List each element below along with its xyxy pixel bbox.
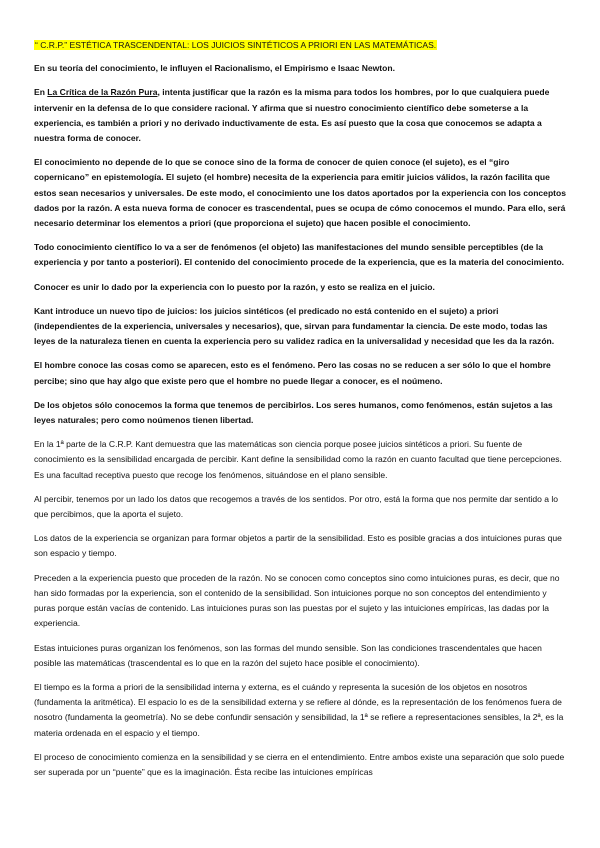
paragraph-sensible-forms: Estas intuiciones puras organizan los fenómenos, son las formas del mundo sensible. Son las condiciones trascendentales que hacen posible las matemáticas (trascendental es lo que en la razón del sujeto hace posible el conocimiento). (34, 642, 542, 668)
critica-title-link: La Crítica de la Razón Pura (47, 87, 158, 98)
paragraph-copernican-turn: El conocimiento no depende de lo que se conoce sino de la forma de conocer de quien conoce (el sujeto), es el “giro copernicano” en epistemología. El sujeto (el hombre) necesita de la experiencia para emitir juicios válidos, la razón facilita que estos sean necesarios y universales. De este modo, el conocimiento une los datos aportados por la experiencia con los conceptos dados por la razón. A esta nueva forma de conocer es trascendental, pues se ocupa de cómo conocemos el mundo. Para ello, será necesario determinar los elementos a priori (que proporciona el sujeto) que hacen posible el conocimiento. (34, 157, 566, 229)
paragraph-influences: En su teoría del conocimiento, le influyen el Racionalismo, el Empirismo e Isaac Newton. (34, 63, 395, 74)
title-highlight: “ C.R.P.” ESTÉTICA TRASCENDENTAL: LOS JUICIOS SINTÉTICOS A PRIORI EN LAS MATEMÁTICAS. (35, 40, 437, 50)
paragraph-critica (34, 85, 566, 146)
paragraph-imagination: El proceso de conocimiento comienza en la sensibilidad y se cierra en el entendimiento. Entre ambos existe una separación que solo puede ser superada por un “puente” que es la imaginación. Ésta recibe las intuiciones empíricas (34, 751, 565, 777)
document-page (34, 38, 566, 789)
paragraph-noumenon: El hombre conoce las cosas como se aparecen, esto es el fenómeno. Pero las cosas no se reducen a ser sólo lo que el hombre percibe; sino que hay algo que existe pero que el hombre no puede llegar a conocer, es el noúmeno. (34, 360, 551, 386)
paragraph-intuitions-detail: Preceden a la experiencia puesto que proceden de la razón. No se conocen como conceptos sino como intuiciones puras, es decir, que no han sido formadas por la experiencia, son el contenido de la sensibilidad. Son intuiciones porque no son conceptos del entendimiento y puras porque están vacías de contenido. Las intuiciones puras son las puestas por el sujeto y las intuiciones empíricas, las dadas por la experiencia. (34, 572, 560, 629)
paragraph-critica-prefix: En (34, 87, 48, 98)
paragraph-perception: Al percibir, tenemos por un lado los datos que recogemos a través de los sentidos. Por otro, está la forma que nos permite dar sentido a lo que percibimos, que la aporta el sujeto. (34, 493, 559, 520)
paragraph-time-space: El tiempo es la forma a priori de la sensibilidad interna y externa, es el cuándo y representa la sucesión de los objetos en nosotros (fundamenta la aritmética). El espacio lo es de la sensibilidad externa y se refiere al dónde, es la representación de los fenómenos fuera de nosotro (fundamenta la geometría). No se debe confundir sensación y sensibilidad, la 1ª se refiere a representaciones sensibles, la 2ª, es la materia ordenada en el espacio y el tiempo. (34, 681, 564, 738)
paragraph-freedom: De los objetos sólo conocemos la forma que tenemos de percibirlos. Los seres humanos, como fenómenos, están sujetos a las leyes naturales; pero como noúmenos tienen libertad. (34, 399, 553, 426)
paragraph-pure-intuitions: Los datos de la experiencia se organizan para formar objetos a partir de la sensibilidad. Esto es posible gracias a dos intuiciones puras que son espacio y tiempo. (34, 533, 562, 559)
paragraph-critica-body: , intenta justificar que la razón es la misma para todos los hombres, por lo que cualquiera puede intervenir en la defensa de lo que considere racional. Y afirma que si nuestro conocimiento científico debe someterse a la experiencia, es también a priori y no derivado inductivamente de esta. Es así puesto que la cosa que conocemos se adapta a nuestra forma de conocer. (34, 87, 550, 144)
paragraph-phenomena: Todo conocimiento científico lo va a ser de fenómenos (el objeto) las manifestaciones del mundo sensible perceptibles (de la experiencia y por tanto a posteriori). El contenido del conocimiento procede de la experiencia, que es la materia del conocimiento. (34, 242, 565, 268)
document-title (34, 38, 566, 53)
paragraph-synthetic-judgments: Kant introduce un nuevo tipo de juicios: los juicios sintéticos (el predicado no está contenido en el sujeto) a priori (independientes de la experiencia, universales y necesarios), que, sirvan para fundamentar la ciencia. De este modo, todas las leyes de la naturaleza tienen en cuenta la experiencia pero su validez radica en la universalidad y necesidad que les da la razón. (34, 305, 555, 347)
paragraph-mathematics: En la 1ª parte de la C.R.P. Kant demuestra que las matemáticas son ciencia porque posee juicios sintéticos a priori. Su fuente de conocimiento es la sensibilidad encargada de percibir. Kant define la sensibilidad como la razón en cuanto facultad que tiene percepciones. Es una facultad receptiva puesto que recoge los fenómenos, situándose en el plano sensible. (34, 439, 562, 480)
paragraph-knowing: Conocer es unir lo dado por la experiencia con lo puesto por la razón, y esto se realiza en el juicio. (34, 281, 435, 292)
